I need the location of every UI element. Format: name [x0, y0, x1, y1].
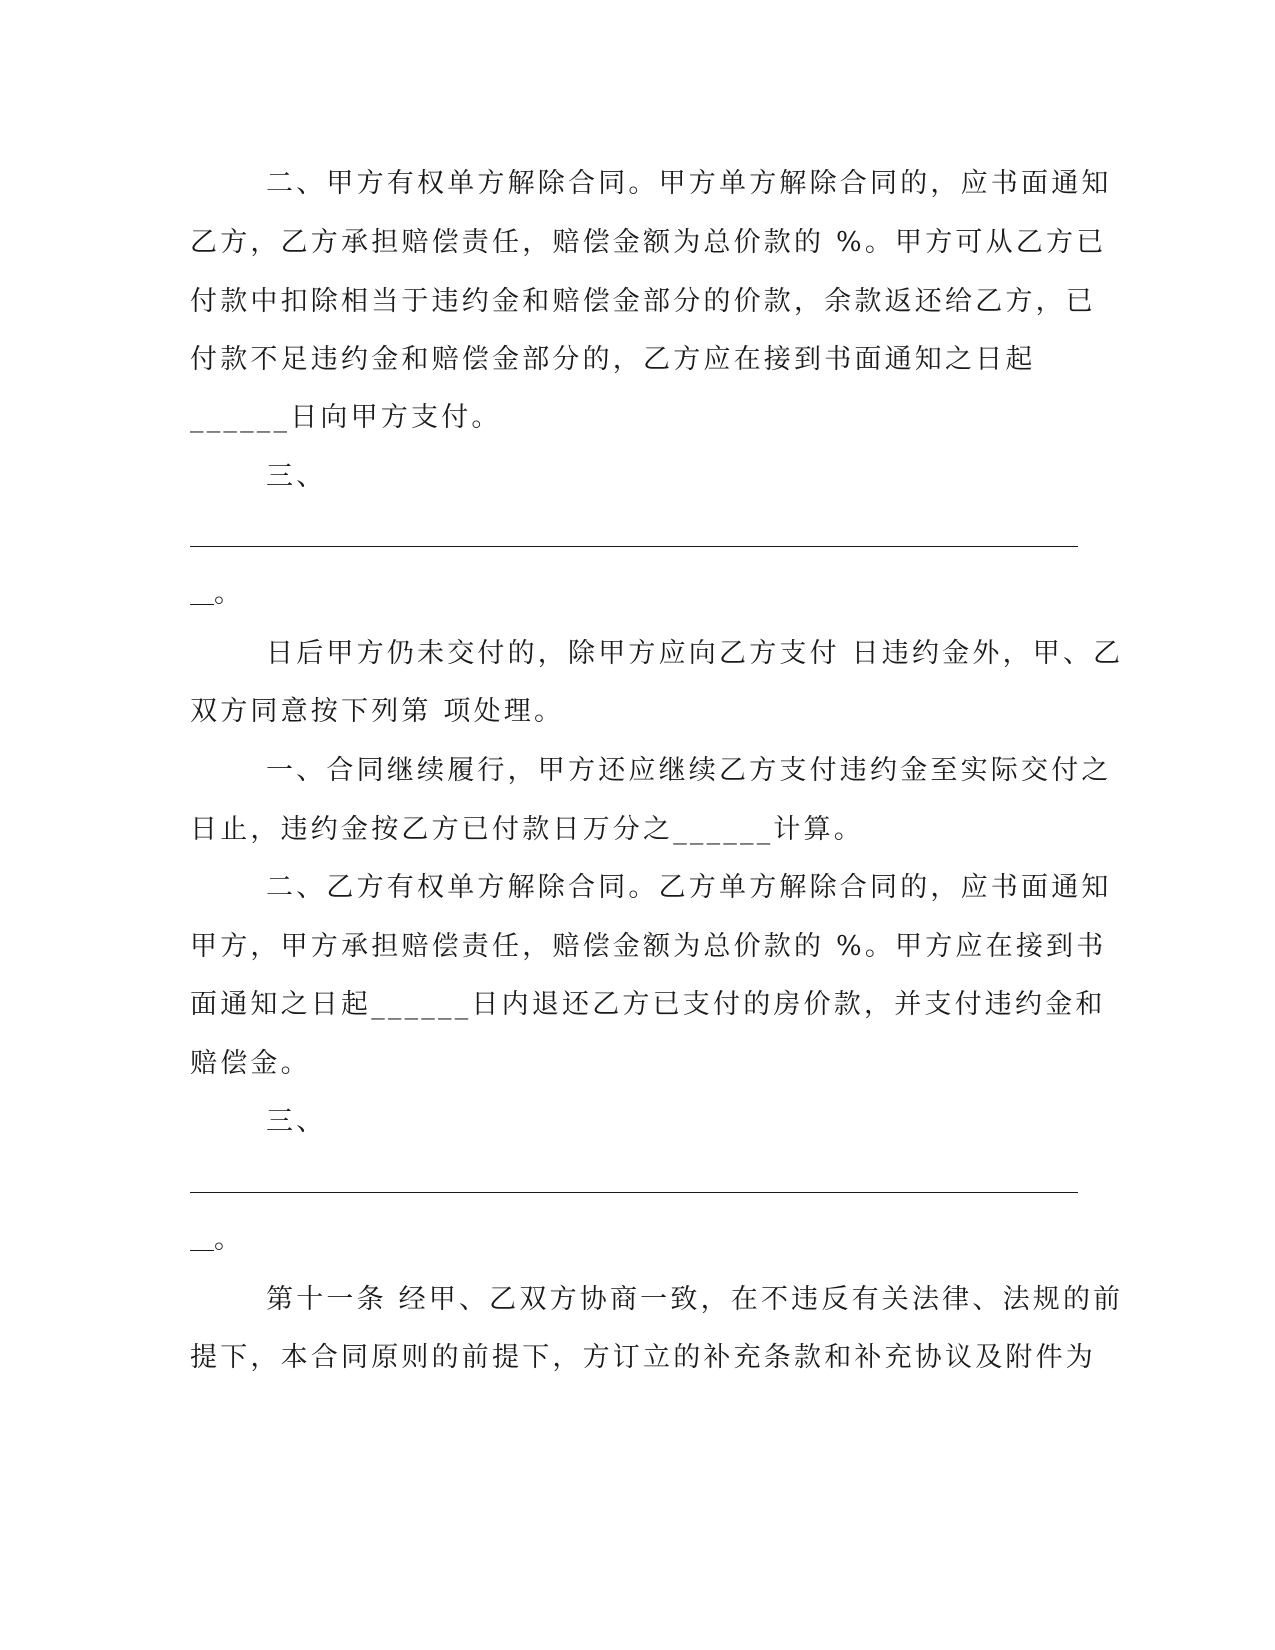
- blank-fill-line: [190, 1192, 1078, 1193]
- paragraph-line: 付款中扣除相当于违约金和赔偿金部分的价款，余款返还给乙方，已: [190, 286, 1096, 317]
- paragraph-line: 第十一条 经甲、乙双方协商一致，在不违反有关法律、法规的前: [266, 1284, 1124, 1315]
- paragraph-line: 日止，违约金按乙方已付款日万分之______计算。: [190, 814, 864, 845]
- paragraph-line: 三、: [266, 1106, 327, 1137]
- paragraph-line: 双方同意按下列第 项处理。: [190, 696, 565, 727]
- blank-fill-end: [190, 1222, 241, 1258]
- blank-fill-dash: [190, 1222, 214, 1251]
- paragraph-line: 一、合同继续履行，甲方还应继续乙方支付违约金至实际交付之: [266, 755, 1112, 786]
- paragraph-line: 面通知之日起______日内退还乙方已支付的房价款，并支付违约金和: [190, 989, 1106, 1020]
- paragraph-line: 赔偿金。: [190, 1048, 311, 1079]
- paragraph-line: 乙方，乙方承担赔偿责任，赔偿金额为总价款的 %。甲方可从乙方已: [190, 227, 1107, 258]
- paragraph-line: 付款不足违约金和赔偿金部分的，乙方应在接到书面通知之日起: [190, 344, 1036, 375]
- blank-fill-line: [190, 546, 1078, 547]
- paragraph-line: 二、乙方有权单方解除合同。乙方单方解除合同的，应书面通知: [266, 872, 1112, 903]
- paragraph-line: 二、甲方有权单方解除合同。甲方单方解除合同的，应书面通知: [266, 168, 1112, 199]
- blank-fill-end: [190, 576, 241, 612]
- stub-period: 。: [214, 578, 241, 609]
- stub-period: 。: [214, 1224, 241, 1255]
- paragraph-line: 甲方，甲方承担赔偿责任，赔偿金额为总价款的 %。甲方应在接到书: [190, 931, 1107, 962]
- paragraph-line: ______日向甲方支付。: [190, 402, 502, 433]
- paragraph-line: 日后甲方仍未交付的，除甲方应向乙方支付 日违约金外，甲、乙: [266, 638, 1124, 669]
- blank-fill-dash: [190, 576, 214, 605]
- paragraph-line: 提下，本合同原则的前提下，方订立的补充条款和补充协议及附件为: [190, 1342, 1096, 1373]
- paragraph-line: 三、: [266, 461, 327, 492]
